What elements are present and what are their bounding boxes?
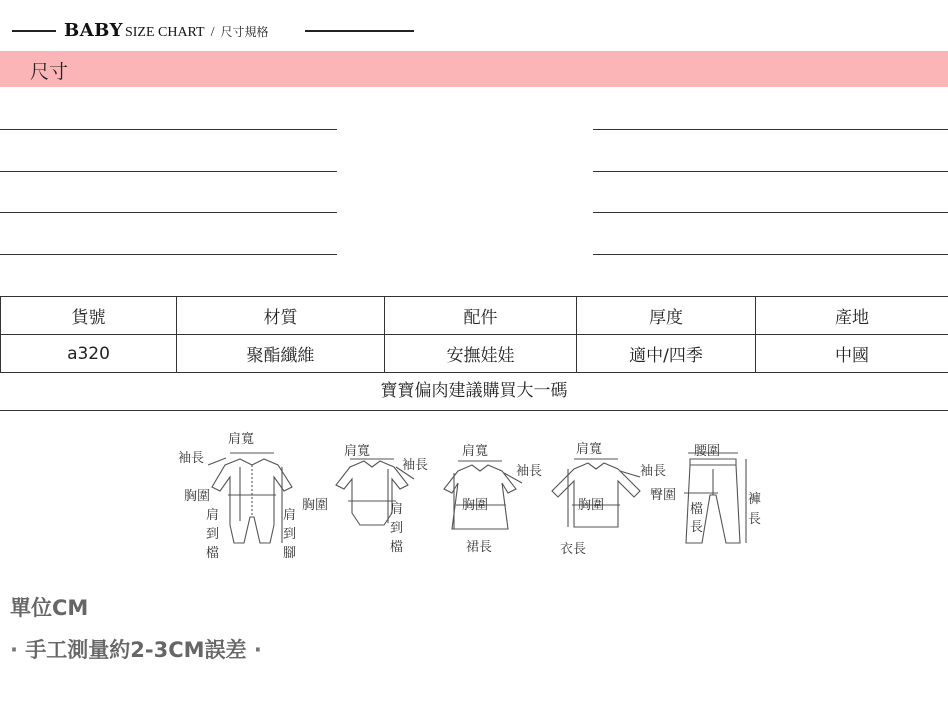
g4-sleeve-label: 袖長	[640, 464, 667, 479]
g1-s2f-label-b: 到	[283, 527, 297, 542]
header-cell-accessory: 配件	[385, 297, 577, 335]
value-cell-thickness: 適中/四季	[577, 335, 756, 373]
note-dot-right: ·	[253, 638, 262, 662]
g3-shoulder-label: 肩寬	[462, 444, 489, 459]
size-grid-line	[593, 129, 948, 130]
size-grid-line	[593, 254, 948, 255]
header-cell-origin: 產地	[756, 297, 948, 335]
spec-table	[0, 296, 948, 373]
value-cell-origin: 中國	[756, 335, 948, 373]
g5-pants-label-b: 長	[748, 512, 762, 527]
g2-s2c-label-a: 肩	[390, 502, 404, 517]
value-cell-accessory: 安撫娃娃	[385, 335, 577, 373]
header-cell-thickness: 厚度	[577, 297, 756, 335]
header-slash: /	[210, 25, 215, 40]
value-cell-material: 聚酯纖維	[177, 335, 385, 373]
g1-s2c-label-a: 肩	[206, 508, 220, 523]
g4-chest-label: 胸圍	[578, 498, 605, 513]
g3-chest-label: 胸圍	[462, 498, 489, 513]
g1-s2f-label-a: 肩	[283, 508, 297, 523]
header-left-rule	[12, 30, 56, 32]
g3-sleeve-label: 袖長	[516, 464, 543, 479]
g2-shoulder-label: 肩寬	[344, 444, 371, 459]
g5-crotch-label-a: 檔	[690, 502, 704, 517]
g2-chest-label: 胸圍	[302, 498, 329, 513]
note-text: 手工測量約2-3CM誤差	[25, 638, 247, 662]
g1-s2c-label-c: 檔	[206, 546, 220, 561]
spec-header-row	[1, 297, 948, 335]
value-cell-item-no: a320	[1, 335, 177, 373]
note-dot-left: ·	[10, 638, 18, 662]
g4-shoulder-label: 肩寬	[576, 442, 603, 457]
g1-chest-label: 胸圍	[184, 489, 211, 504]
g2-s2c-label-c: 檔	[390, 540, 404, 555]
g2-sleeve-label: 袖長	[402, 458, 429, 473]
g2-s2c-label-b: 到	[390, 521, 404, 536]
unit-label: 單位CM	[10, 596, 89, 620]
size-grid-line	[593, 212, 948, 213]
size-section-bar	[0, 51, 948, 87]
g3-skirt-label: 裙長	[466, 540, 493, 555]
measurement-error-note	[10, 634, 262, 664]
g4-length-label: 衣長	[560, 542, 587, 557]
spec-value-row	[1, 335, 948, 373]
size-grid-line	[0, 254, 337, 255]
size-section-label: 尺寸	[30, 61, 69, 83]
size-chart-header	[64, 20, 269, 41]
measurement-diagram	[170, 425, 770, 570]
header-size-chart: SIZE CHART	[124, 25, 205, 40]
g5-waist-label: 腰圍	[694, 444, 721, 459]
size-grid-line	[0, 171, 337, 172]
g1-s2c-label-b: 到	[206, 527, 220, 542]
header-cell-material: 材質	[177, 297, 385, 335]
g5-crotch-label-b: 長	[690, 520, 704, 535]
size-grid-line	[593, 171, 948, 172]
size-advice-note: 寶寶偏肉建議購買大一碼	[0, 372, 948, 411]
header-cell-item-no: 貨號	[1, 297, 177, 335]
g1-sleeve-label: 袖長	[178, 451, 205, 466]
size-grid-line	[0, 212, 337, 213]
size-grid-line	[0, 129, 337, 130]
header-chinese-title: 尺寸規格	[220, 25, 269, 39]
header-baby: BABY	[64, 20, 123, 41]
g5-hip-label: 臀圍	[650, 488, 677, 503]
g1-shoulder-label: 肩寬	[228, 432, 255, 447]
g1-s2f-label-c: 腳	[283, 546, 297, 561]
g5-pants-label-a: 褲	[748, 492, 762, 507]
header-right-rule	[305, 30, 414, 32]
